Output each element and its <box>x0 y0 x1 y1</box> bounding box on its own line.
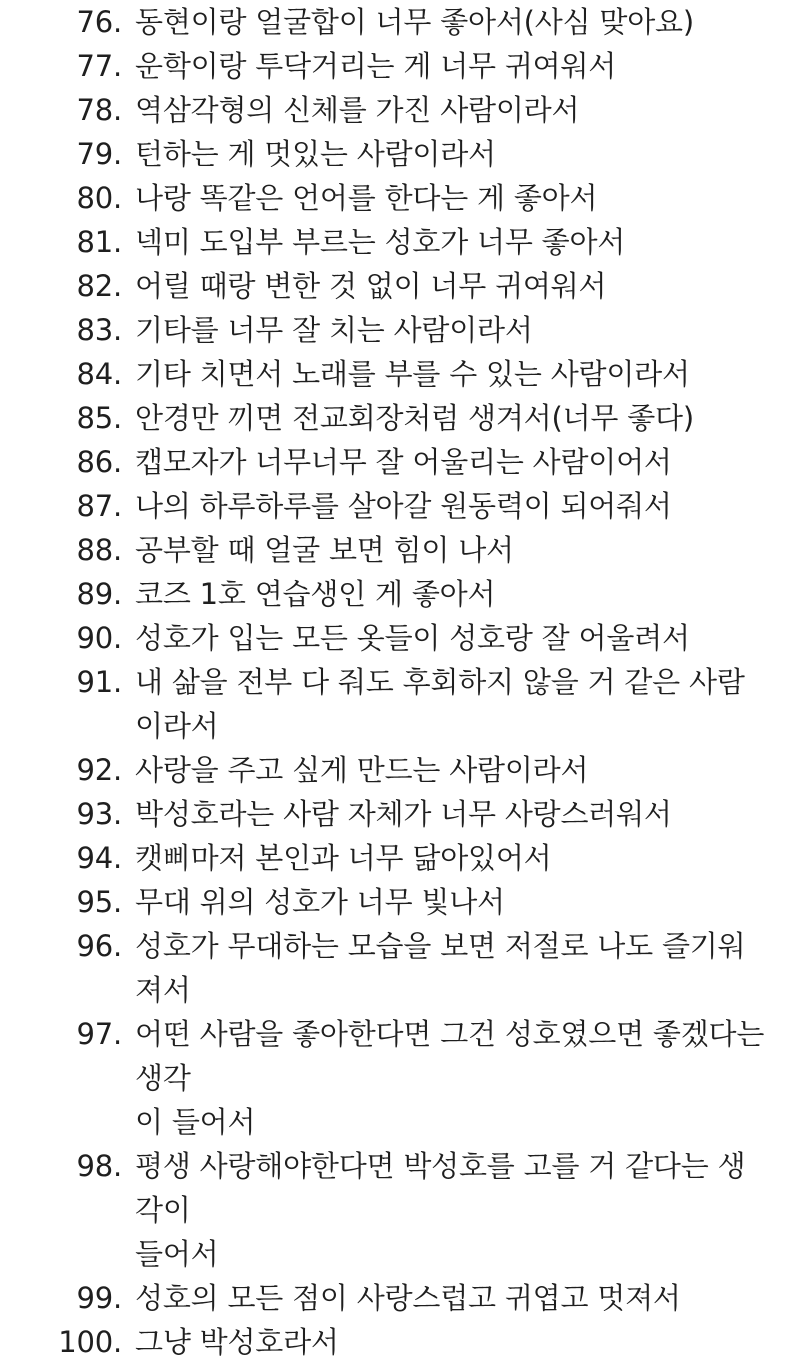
item-number: 100. <box>58 1325 122 1359</box>
item-number: 89. <box>76 577 122 611</box>
list-item <box>0 484 806 528</box>
item-text: 그냥 박성호라서 <box>135 1325 339 1359</box>
item-text: 넥미 도입부 부르는 성호가 너무 좋아서 <box>135 225 626 259</box>
item-text: 평생 사랑해야한다면 박성호를 고를 거 같다는 생각이 들어서 <box>135 1149 746 1271</box>
list-item <box>0 660 806 748</box>
item-number: 85. <box>76 401 122 435</box>
item-text: 기타 치면서 노래를 부를 수 있는 사람이라서 <box>135 357 690 391</box>
list-item <box>0 1320 806 1364</box>
list-item <box>0 924 806 1012</box>
item-text: 동현이랑 얼굴합이 너무 좋아서(사심 맞아요) <box>135 5 694 39</box>
list-item <box>0 264 806 308</box>
item-number: 92. <box>76 753 122 787</box>
item-text: 박성호라는 사람 자체가 너무 사랑스러워서 <box>135 797 672 831</box>
item-text: 내 삶을 전부 다 줘도 후회하지 않을 거 같은 사람이라서 <box>135 665 745 743</box>
item-number: 95. <box>76 885 122 919</box>
item-number: 83. <box>76 313 122 347</box>
item-text: 캡모자가 너무너무 잘 어울리는 사람이어서 <box>135 445 672 479</box>
item-number: 77. <box>76 49 122 83</box>
list-item <box>0 308 806 352</box>
item-number: 82. <box>76 269 122 303</box>
list-item <box>0 88 806 132</box>
item-number: 91. <box>76 665 122 699</box>
item-number: 88. <box>76 533 122 567</box>
item-text: 어떤 사람을 좋아한다면 그건 성호였으면 좋겠다는 생각 이 들어서 <box>135 1017 765 1139</box>
item-number: 79. <box>76 137 122 171</box>
item-text: 기타를 너무 잘 치는 사람이라서 <box>135 313 533 347</box>
list-item <box>0 352 806 396</box>
item-text: 나랑 똑같은 언어를 한다는 게 좋아서 <box>135 181 598 215</box>
list-item <box>0 572 806 616</box>
list-item <box>0 1012 806 1144</box>
list-item <box>0 176 806 220</box>
item-number: 99. <box>76 1281 122 1315</box>
list-item <box>0 132 806 176</box>
item-number: 76. <box>76 5 122 39</box>
list-item <box>0 0 806 44</box>
item-number: 90. <box>76 621 122 655</box>
item-text: 성호가 무대하는 모습을 보면 저절로 나도 즐기워져서 <box>135 929 746 1007</box>
item-text: 성호의 모든 점이 사랑스럽고 귀엽고 멋져서 <box>135 1281 681 1315</box>
list-item <box>0 792 806 836</box>
list-item <box>0 836 806 880</box>
item-number: 98. <box>76 1149 122 1183</box>
list-item <box>0 880 806 924</box>
list-item <box>0 616 806 660</box>
list-item <box>0 528 806 572</box>
item-number: 96. <box>76 929 122 963</box>
item-number: 87. <box>76 489 122 523</box>
item-text: 공부할 때 얼굴 보면 힘이 나서 <box>135 533 514 567</box>
item-text: 성호가 입는 모든 옷들이 성호랑 잘 어울려서 <box>135 621 690 655</box>
list-item <box>0 748 806 792</box>
item-number: 84. <box>76 357 122 391</box>
item-text: 무대 위의 성호가 너무 빛나서 <box>135 885 505 919</box>
item-number: 80. <box>76 181 122 215</box>
item-number: 81. <box>76 225 122 259</box>
item-text: 안경만 끼면 전교회장처럼 생겨서(너무 좋다) <box>135 401 694 435</box>
item-text: 어릴 때랑 변한 것 없이 너무 귀여워서 <box>135 269 607 303</box>
list-item <box>0 440 806 484</box>
item-text: 사랑을 주고 싶게 만드는 사람이라서 <box>135 753 589 787</box>
item-text: 운학이랑 투닥거리는 게 너무 귀여워서 <box>135 49 617 83</box>
list-item <box>0 1276 806 1320</box>
list-item <box>0 1144 806 1276</box>
item-number: 94. <box>76 841 122 875</box>
item-number: 97. <box>76 1017 122 1051</box>
item-number: 93. <box>76 797 122 831</box>
item-text: 나의 하루하루를 살아갈 원동력이 되어줘서 <box>135 489 672 523</box>
list-item <box>0 44 806 88</box>
item-text: 턴하는 게 멋있는 사람이라서 <box>135 137 496 171</box>
item-text: 역삼각형의 신체를 가진 사람이라서 <box>135 93 580 127</box>
list-item <box>0 396 806 440</box>
list-item <box>0 220 806 264</box>
item-number: 78. <box>76 93 122 127</box>
item-text: 코즈 1호 연습생인 게 좋아서 <box>135 577 496 611</box>
item-number: 86. <box>76 445 122 479</box>
item-text: 캣삐마저 본인과 너무 닮아있어서 <box>135 841 552 875</box>
